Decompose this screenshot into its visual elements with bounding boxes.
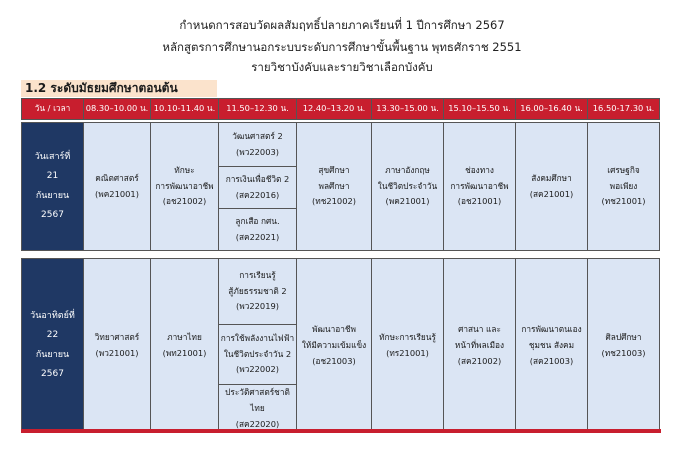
subject-code: (พค21001) <box>95 188 139 199</box>
subject-name-cont: ในชีวิตประจำวัน 2 <box>223 348 292 359</box>
header-slot-3: 11.50–12.30 น. <box>219 99 297 120</box>
subject-name: ศาสนา และ <box>458 324 501 334</box>
subject-name: คณิตศาสตร์ <box>95 172 139 183</box>
exam-cell <box>297 123 372 251</box>
header-slot-8: 16.50-17.30 น. <box>588 99 660 120</box>
exam-cell <box>372 259 444 433</box>
exam-cell <box>219 385 297 433</box>
subject-name: สุขศึกษา <box>318 164 350 175</box>
exam-cell <box>151 123 219 251</box>
subject-name: วิทยาศาสตร์ <box>94 331 140 342</box>
subject-code: (พว21001) <box>95 347 139 358</box>
subject-name: สังคมศึกษา <box>531 172 572 183</box>
day-month: กันยายน <box>35 349 70 360</box>
exam-cell <box>516 123 588 251</box>
day-cell-sunday <box>22 259 84 433</box>
exam-cell <box>219 259 297 325</box>
subject-code: (พว22002) <box>236 364 279 375</box>
header-slot-7: 16.00–16.40 น. <box>516 99 588 120</box>
exam-cell <box>516 259 588 433</box>
subject-name-cont: การพัฒนาอาชีพ <box>450 180 509 191</box>
exam-cell <box>588 259 660 433</box>
subject-name: ทักษะการเรียนรู้ <box>379 331 436 342</box>
subject-name: การเงินเพื่อชีวิต 2 <box>225 173 290 184</box>
subject-code: (สค21003) <box>529 355 574 366</box>
day-year: 2567 <box>41 209 64 220</box>
exam-cell <box>588 123 660 251</box>
exam-cell <box>444 123 516 251</box>
exam-cell <box>297 259 372 433</box>
doc-title-line2: หลักสูตรการศึกษานอกระบบระดับการศึกษาขั้นพื้นฐาน พุทธศักราช 2551 <box>162 40 522 54</box>
exam-cell <box>219 325 297 385</box>
subject-name-cont: สู้ภัยธรรมชาติ 2 <box>228 285 287 296</box>
day-number: 21 <box>46 171 59 182</box>
subject-name: ศิลปศึกษา <box>605 331 642 342</box>
table-bottom-bar <box>21 429 661 433</box>
subject-code: (พว22019) <box>236 301 279 312</box>
day-month: กันยายน <box>35 190 70 201</box>
subject-name: ช่องทาง <box>465 164 494 175</box>
exam-cell <box>219 209 297 251</box>
subject-name: ภาษาไทย <box>167 331 202 342</box>
day-name: วันเสาร์ที่ <box>34 151 71 162</box>
subject-code: (สค22021) <box>235 231 280 242</box>
subject-name: ประวัติศาสตร์ชาติไทย <box>225 387 290 413</box>
subject-code: (พค21001) <box>385 196 430 207</box>
subject-code: (พว22003) <box>236 146 279 157</box>
exam-cell <box>372 123 444 251</box>
subject-code: (อช21003) <box>312 355 356 366</box>
doc-title-line1: กำหนดการสอบวัดผลสัมฤทธิ์ปลายภาคเรียนที่ 1 ปีการศึกษา 2567 <box>179 18 505 32</box>
doc-title-line3: รายวิชาบังคับและรายวิชาเลือกบังคับ <box>251 60 433 74</box>
exam-cell <box>444 259 516 433</box>
subject-name: การเรียนรู้ <box>239 269 276 280</box>
exam-cell <box>151 259 219 433</box>
subject-name-cont: การพัฒนาอาชีพ <box>155 180 214 191</box>
subject-code: (สค22016) <box>235 189 280 200</box>
subject-name: การพัฒนาตนเอง <box>521 324 582 334</box>
subject-name: พัฒนาอาชีพ <box>311 324 357 334</box>
subject-name: ทักษะ <box>174 164 195 175</box>
day-year: 2567 <box>41 368 64 379</box>
day-cell-saturday <box>22 123 84 251</box>
subject-code: (สค21001) <box>529 188 574 199</box>
day-number: 22 <box>46 330 59 341</box>
exam-cell <box>84 123 151 251</box>
subject-name: วัฒนศาสตร์ 2 <box>232 130 283 141</box>
subject-code: (สค21002) <box>457 355 502 366</box>
subject-name-cont: พลศึกษา <box>318 180 350 191</box>
exam-schedule-day2 <box>21 258 660 433</box>
day-name: วันอาทิตย์ที่ <box>30 310 75 321</box>
subject-code: (ทช21002) <box>312 196 356 207</box>
section-title: 1.2 ระดับมัธยมศึกษาตอนต้น <box>21 80 217 97</box>
subject-name: การใช้พลังงานไฟฟ้า <box>220 332 295 343</box>
subject-name-cont: ในชีวิตประจำวัน <box>377 180 438 191</box>
subject-name-cont: ให้มีความเข้มแข็ง <box>301 339 367 350</box>
subject-name: เศรษฐกิจ <box>607 164 640 175</box>
exam-schedule-day1 <box>21 122 660 251</box>
header-slot-5: 13.30–15.00 น. <box>372 99 444 120</box>
exam-cell <box>84 259 151 433</box>
subject-name-cont: หน้าที่พลเมือง <box>454 339 505 350</box>
subject-code: (ทร21001) <box>386 347 429 358</box>
subject-code: (อช21002) <box>162 196 207 207</box>
exam-cell <box>219 167 297 209</box>
subject-code: (อช21001) <box>457 196 502 207</box>
subject-name-cont: ชุมชน สังคม <box>528 339 575 350</box>
exam-schedule-header <box>21 98 660 120</box>
subject-code: (ทช21001) <box>601 196 646 207</box>
exam-cell <box>219 123 297 167</box>
header-slot-4: 12.40–13.20 น. <box>297 99 372 120</box>
subject-name-cont: พอเพียง <box>609 180 638 191</box>
header-day-time: วัน / เวลา <box>22 99 84 120</box>
subject-code: (สค22020) <box>235 418 280 429</box>
header-slot-1: 08.30–10.00 น. <box>84 99 151 120</box>
subject-code: (พท21001) <box>162 347 207 358</box>
header-slot-2: 10.10-11.40 น. <box>151 99 219 120</box>
subject-name: ภาษาอังกฤษ <box>385 164 430 175</box>
subject-name: ลูกเสือ กศน. <box>235 215 280 226</box>
header-slot-6: 15.10–15.50 น. <box>444 99 516 120</box>
subject-code: (ทช21003) <box>601 347 646 358</box>
